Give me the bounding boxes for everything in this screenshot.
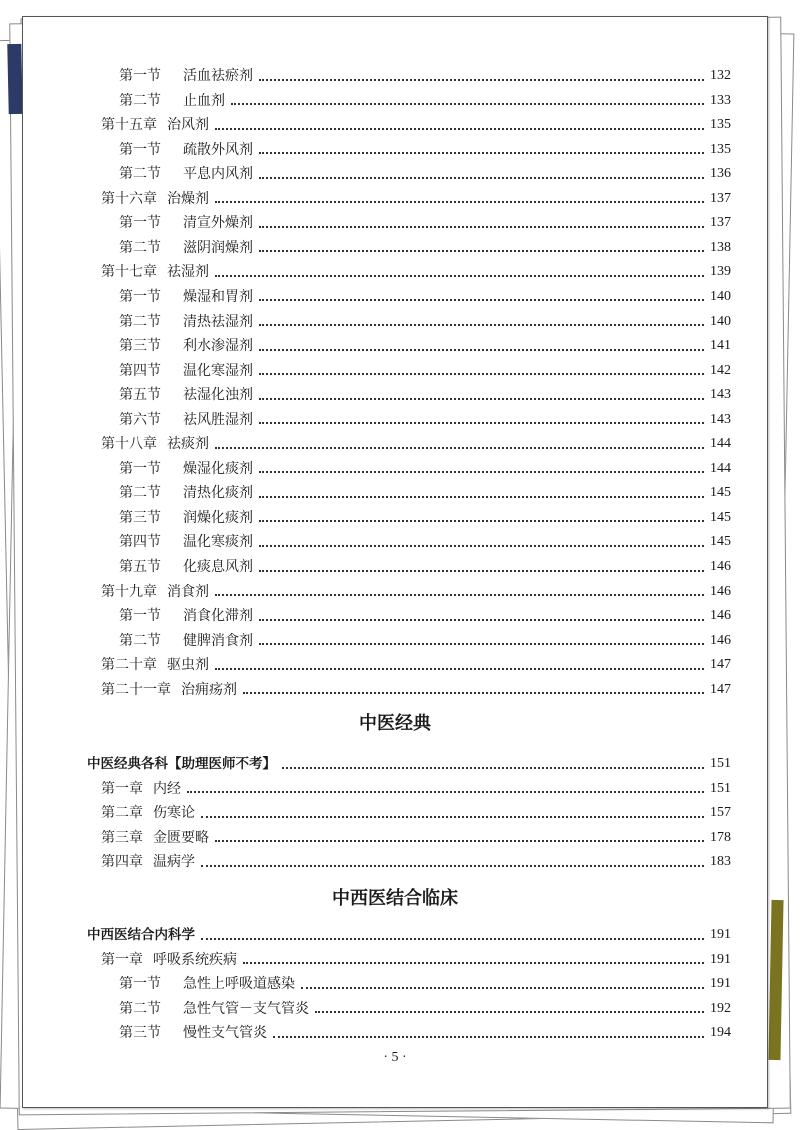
toc-entry-page: 138 xyxy=(710,239,731,255)
toc-entry-page: 143 xyxy=(710,411,731,427)
toc-entry-title: 慢性支气管炎 xyxy=(183,1025,267,1042)
toc-entry-page: 142 xyxy=(710,362,731,378)
dot-leader xyxy=(259,569,704,572)
dot-leader xyxy=(282,766,704,769)
dot-leader xyxy=(231,102,704,105)
toc-entry-label: 第一节 xyxy=(119,976,161,993)
toc-entry-title: 健脾消食剂 xyxy=(183,632,253,649)
toc-entry[interactable] xyxy=(119,211,731,235)
toc-entry-page: 191 xyxy=(710,951,731,967)
toc-entry-label: 第一章 xyxy=(101,780,143,797)
dot-leader xyxy=(301,986,704,989)
toc-entry-page: 157 xyxy=(710,805,731,821)
toc-entry[interactable] xyxy=(119,1021,731,1045)
dot-leader xyxy=(243,961,704,964)
toc-entry-title: 清热化痰剂 xyxy=(183,485,253,502)
toc-entry[interactable] xyxy=(101,113,731,137)
dot-leader xyxy=(259,618,704,621)
toc-entry-label: 第一节 xyxy=(119,68,161,84)
toc-entry-page: 147 xyxy=(710,657,731,673)
toc-entry-label: 第二章 xyxy=(101,805,143,822)
toc-entry-label: 第四节 xyxy=(119,362,161,379)
toc-entry-label: 中西医结合内科学 xyxy=(87,927,195,943)
dot-leader xyxy=(273,1035,704,1038)
dot-leader xyxy=(215,667,704,670)
toc-entry-title: 燥湿化痰剂 xyxy=(183,460,253,477)
toc-entry-page: 144 xyxy=(710,460,731,476)
dot-leader xyxy=(259,298,704,301)
toc-entry[interactable] xyxy=(119,629,731,653)
dot-leader xyxy=(259,470,704,473)
dot-leader xyxy=(215,274,704,277)
toc-entry-page: 145 xyxy=(710,509,731,525)
toc-entry[interactable] xyxy=(119,408,731,432)
dot-leader xyxy=(215,593,704,596)
toc-entry[interactable] xyxy=(119,138,731,162)
toc-entry-page: 133 xyxy=(710,92,731,108)
toc-entry-title: 金匮要略 xyxy=(153,829,209,846)
toc-entry-title: 消食化滞剂 xyxy=(183,608,253,625)
toc-entry[interactable] xyxy=(101,948,731,972)
toc-entry-page: 191 xyxy=(710,927,731,942)
toc-entry-page: 146 xyxy=(710,583,731,599)
toc-entry-page: 144 xyxy=(710,436,731,452)
toc-entry[interactable] xyxy=(101,777,731,801)
toc-entry-page: 136 xyxy=(710,166,731,182)
toc-entry-label: 第二十章 xyxy=(101,657,157,674)
toc-entry-label: 第五节 xyxy=(119,387,161,404)
toc-entry-page: 135 xyxy=(710,117,731,133)
toc-entry-title: 活血祛瘀剂 xyxy=(183,68,253,84)
toc-entry-title: 祛风胜湿剂 xyxy=(183,411,253,428)
toc-entry-title: 治风剂 xyxy=(167,117,209,134)
toc-entry[interactable] xyxy=(119,972,731,996)
toc-entry[interactable] xyxy=(87,923,731,947)
toc-entry-title: 温化寒痰剂 xyxy=(183,534,253,551)
toc-entry[interactable] xyxy=(119,555,731,579)
toc-entry-title: 祛湿化浊剂 xyxy=(183,387,253,404)
toc-entry-page: 194 xyxy=(710,1025,731,1041)
toc-entry-title: 润燥化痰剂 xyxy=(183,509,253,526)
toc-entry-title: 驱虫剂 xyxy=(167,657,209,674)
toc-entry[interactable] xyxy=(119,383,731,407)
toc-entry[interactable] xyxy=(119,64,731,88)
dot-leader xyxy=(201,815,704,818)
toc-entry-page: 151 xyxy=(710,756,731,771)
toc-entry-page: 146 xyxy=(710,608,731,624)
dot-leader xyxy=(259,642,704,645)
toc-entry-label: 第二节 xyxy=(119,92,161,109)
toc-entry[interactable] xyxy=(101,801,731,825)
toc-entry-label: 第一节 xyxy=(119,460,161,477)
dot-leader xyxy=(259,544,704,547)
toc-entry-page: 178 xyxy=(710,829,731,845)
toc-entry[interactable] xyxy=(119,997,731,1021)
toc-entry-label: 第十九章 xyxy=(101,583,157,600)
toc-entry[interactable] xyxy=(119,530,731,554)
dot-leader xyxy=(259,519,704,522)
toc-entry-label: 第一节 xyxy=(119,215,161,232)
toc-entry-label: 第四章 xyxy=(101,854,143,871)
dot-leader xyxy=(259,421,704,424)
toc-entry-title: 温病学 xyxy=(153,854,195,871)
toc-entry-label: 第三节 xyxy=(119,338,161,355)
toc-entry-label: 第四节 xyxy=(119,534,161,551)
toc-entry[interactable] xyxy=(119,481,731,505)
toc-entry-page: 147 xyxy=(710,681,731,697)
toc-entry[interactable] xyxy=(101,678,731,702)
toc-entry[interactable] xyxy=(119,89,731,113)
toc-entry-title: 治燥剂 xyxy=(167,190,209,207)
table-of-contents xyxy=(23,17,767,1107)
toc-entry-label: 第六节 xyxy=(119,411,161,428)
toc-entry-label: 中医经典各科【助理医师不考】 xyxy=(87,756,276,772)
toc-entry-title: 急性上呼吸道感染 xyxy=(183,976,295,993)
toc-entry[interactable] xyxy=(87,752,731,776)
book-cover-edge-left xyxy=(7,44,22,114)
toc-entry-label: 第十八章 xyxy=(101,436,157,453)
toc-entry-label: 第三节 xyxy=(119,509,161,526)
toc-entry-title: 伤寒论 xyxy=(153,805,195,822)
toc-entry-label: 第十七章 xyxy=(101,264,157,281)
toc-entry[interactable] xyxy=(101,580,731,604)
toc-entry-label: 第一节 xyxy=(119,608,161,625)
page-number: · 5 · xyxy=(383,1050,407,1065)
dot-leader xyxy=(215,200,704,203)
toc-entry[interactable] xyxy=(101,187,731,211)
toc-entry[interactable] xyxy=(119,285,731,309)
toc-entry-page: 139 xyxy=(710,264,731,280)
toc-entry-label: 第一节 xyxy=(119,288,161,305)
toc-entry[interactable] xyxy=(119,236,731,260)
toc-entry-page: 143 xyxy=(710,387,731,403)
toc-entry[interactable] xyxy=(101,432,731,456)
toc-entry-label: 第二节 xyxy=(119,313,161,330)
dot-leader xyxy=(259,249,704,252)
toc-entry-title: 消食剂 xyxy=(167,583,209,600)
toc-entry[interactable] xyxy=(119,334,731,358)
toc-entry-label: 第一节 xyxy=(119,141,161,158)
toc-entry-page: 145 xyxy=(710,485,731,501)
toc-entry-page: 137 xyxy=(710,215,731,231)
dot-leader xyxy=(259,397,704,400)
dot-leader xyxy=(315,1010,704,1013)
toc-entry-title: 化痰息风剂 xyxy=(183,559,253,575)
toc-entry[interactable] xyxy=(119,162,731,186)
toc-entry-page: 135 xyxy=(710,141,731,157)
toc-entry[interactable] xyxy=(101,850,731,874)
toc-entry[interactable] xyxy=(119,359,731,383)
toc-entry-page: 146 xyxy=(710,559,731,574)
toc-entry-page: 151 xyxy=(710,780,731,796)
toc-entry-page: 137 xyxy=(710,190,731,206)
dot-leader xyxy=(215,127,704,130)
toc-entry-title: 利水渗湿剂 xyxy=(183,338,253,355)
toc-entry-page: 132 xyxy=(710,68,731,83)
toc-entry-title: 内经 xyxy=(153,780,181,797)
book-page xyxy=(22,16,768,1108)
toc-entry-page: 140 xyxy=(710,288,731,304)
dot-leader xyxy=(201,937,704,940)
toc-entry[interactable] xyxy=(101,260,731,284)
dot-leader xyxy=(259,323,704,326)
toc-entry-title: 治痈疡剂 xyxy=(181,681,237,698)
dot-leader xyxy=(259,372,704,375)
toc-entry-title: 清宣外燥剂 xyxy=(183,215,253,232)
toc-entry[interactable] xyxy=(101,826,731,850)
toc-entry-label: 第二节 xyxy=(119,485,161,502)
toc-entry-label: 第三章 xyxy=(101,829,143,846)
section-heading-tcm-classics: 中医经典 xyxy=(359,713,431,734)
toc-entry-title: 平息内风剂 xyxy=(183,166,253,183)
toc-entry[interactable] xyxy=(119,604,731,628)
toc-entry-page: 140 xyxy=(710,313,731,329)
toc-entry-label: 第三节 xyxy=(119,1025,161,1042)
dot-leader xyxy=(243,691,704,694)
toc-entry[interactable] xyxy=(119,457,731,481)
toc-entry-title: 祛痰剂 xyxy=(167,436,209,453)
dot-leader xyxy=(259,495,704,498)
dot-leader xyxy=(259,151,704,154)
toc-entry-label: 第十六章 xyxy=(101,190,157,207)
toc-entry-page: 183 xyxy=(710,854,731,870)
toc-entry-page: 192 xyxy=(710,1000,731,1016)
toc-entry-label: 第二节 xyxy=(119,166,161,183)
toc-entry[interactable] xyxy=(119,310,731,334)
dot-leader xyxy=(259,225,704,228)
toc-entry-label: 第二节 xyxy=(119,1000,161,1017)
toc-entry-title: 疏散外风剂 xyxy=(183,141,253,158)
toc-entry-page: 141 xyxy=(710,338,731,354)
toc-entry[interactable] xyxy=(101,653,731,677)
toc-entry-title: 止血剂 xyxy=(183,92,225,109)
dot-leader xyxy=(215,839,704,842)
dot-leader xyxy=(201,864,704,867)
toc-entry-title: 滋阴润燥剂 xyxy=(183,239,253,256)
toc-entry-label: 第十五章 xyxy=(101,117,157,134)
toc-entry-title: 清热祛湿剂 xyxy=(183,313,253,330)
toc-entry-page: 146 xyxy=(710,632,731,648)
dot-leader xyxy=(259,78,704,81)
toc-entry-title: 呼吸系统疾病 xyxy=(153,951,237,968)
toc-entry-title: 祛湿剂 xyxy=(167,264,209,281)
dot-leader xyxy=(259,348,704,351)
toc-entry-label: 第一章 xyxy=(101,951,143,968)
toc-entry[interactable] xyxy=(119,506,731,530)
toc-entry-label: 第五节 xyxy=(119,559,161,575)
section-heading-integrated-medicine: 中西医结合临床 xyxy=(332,888,458,909)
toc-entry-page: 191 xyxy=(710,976,731,992)
dot-leader xyxy=(215,446,704,449)
dot-leader xyxy=(187,790,704,793)
toc-entry-title: 温化寒湿剂 xyxy=(183,362,253,379)
toc-entry-title: 急性气管－支气管炎 xyxy=(183,1000,309,1017)
toc-entry-page: 145 xyxy=(710,534,731,550)
toc-entry-label: 第二节 xyxy=(119,632,161,649)
toc-entry-label: 第二十一章 xyxy=(101,681,171,698)
dot-leader xyxy=(259,176,704,179)
toc-entry-label: 第二节 xyxy=(119,239,161,256)
toc-entry-title: 燥湿和胃剂 xyxy=(183,288,253,305)
